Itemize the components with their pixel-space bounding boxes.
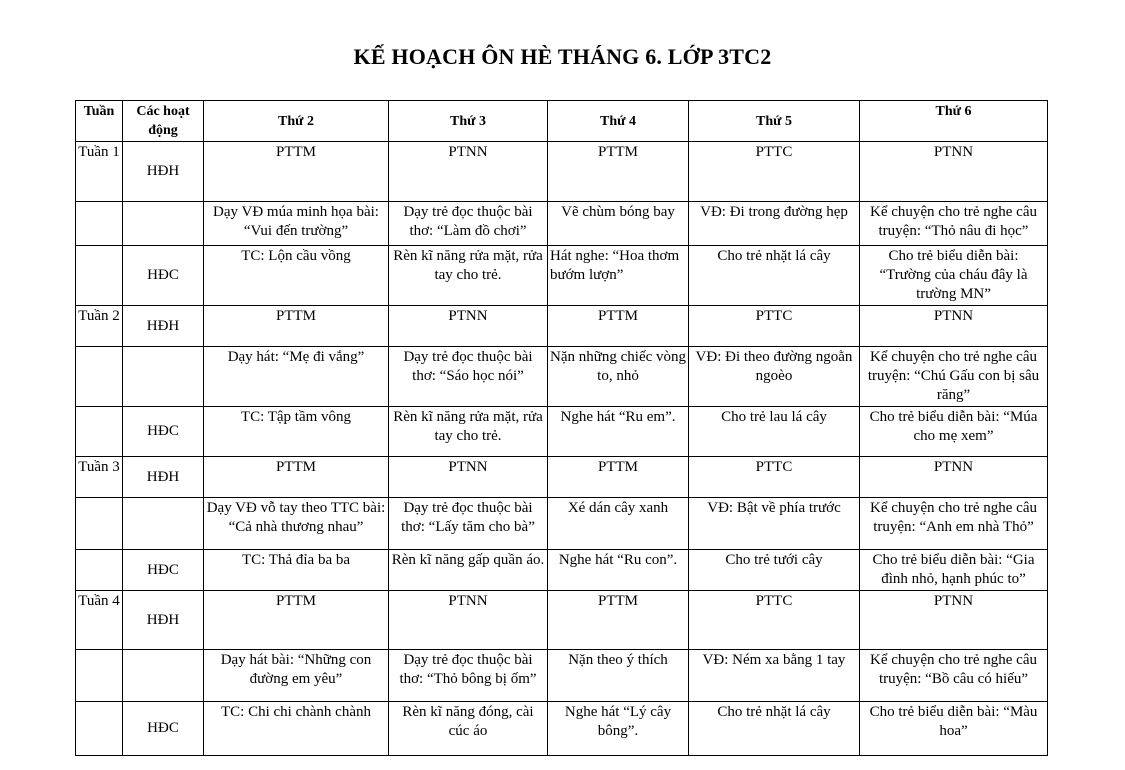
empty-cell — [76, 407, 123, 457]
week-label: Tuần 1 — [76, 142, 123, 202]
activity-label: HĐH — [123, 142, 204, 202]
lesson-cell: Dạy trẻ đọc thuộc bài thơ: “Làm đồ chơi” — [389, 202, 548, 246]
subject-cell: PTTM — [204, 591, 389, 650]
subject-cell: PTTM — [548, 591, 689, 650]
schedule-table — [75, 100, 1048, 756]
header-day: Thứ 4 — [548, 101, 689, 142]
empty-cell — [76, 347, 123, 407]
lesson-cell: Kể chuyện cho trẻ nghe câu truyện: “Bồ câu có hiếu” — [860, 650, 1048, 702]
hdc-cell: TC: Chi chi chành chành — [204, 702, 389, 756]
empty-cell — [76, 702, 123, 756]
hdc-cell: Rèn kĩ năng đóng, cài cúc áo — [389, 702, 548, 756]
hdc-row — [76, 702, 1048, 756]
subject-cell: PTTC — [689, 591, 860, 650]
hdc-cell: Rèn kĩ năng rửa mặt, rửa tay cho trẻ. — [389, 407, 548, 457]
activity-label: HĐH — [123, 591, 204, 650]
hdc-row — [76, 246, 1048, 306]
hdc-cell: TC: Thả đỉa ba ba — [204, 550, 389, 591]
week-label: Tuần 3 — [76, 457, 123, 498]
header-week: Tuần — [76, 101, 123, 142]
empty-cell — [76, 202, 123, 246]
lesson-cell: VĐ: Đi trong đường hẹp — [689, 202, 860, 246]
subject-cell: PTNN — [860, 457, 1048, 498]
subject-row — [76, 457, 1048, 498]
lesson-cell: Nặn theo ý thích — [548, 650, 689, 702]
hdc-cell: Nghe hát “Ru con”. — [548, 550, 689, 591]
subject-cell: PTNN — [389, 457, 548, 498]
activity-label: HĐC — [123, 407, 204, 457]
subject-cell: PTNN — [860, 591, 1048, 650]
hdc-cell: TC: Lộn cầu vồng — [204, 246, 389, 306]
subject-cell: PTTM — [548, 142, 689, 202]
subject-row — [76, 142, 1048, 202]
hdc-cell: Hát nghe: “Hoa thơm bướm lượn” — [548, 246, 689, 306]
subject-cell: PTTC — [689, 142, 860, 202]
empty-cell — [76, 498, 123, 550]
hdc-cell: Cho trẻ tưới cây — [689, 550, 860, 591]
empty-cell — [123, 347, 204, 407]
hdc-cell: Cho trẻ nhặt lá cây — [689, 246, 860, 306]
lesson-row — [76, 347, 1048, 407]
empty-cell — [123, 498, 204, 550]
activity-label: HĐH — [123, 457, 204, 498]
subject-cell: PTTM — [204, 142, 389, 202]
lesson-row — [76, 498, 1048, 550]
hdc-cell: Cho trẻ biểu diễn bài: “Màu hoa” — [860, 702, 1048, 756]
lesson-cell: Dạy trẻ đọc thuộc bài thơ: “Sáo học nói” — [389, 347, 548, 407]
activity-label: HĐH — [123, 306, 204, 347]
subject-cell: PTNN — [389, 142, 548, 202]
lesson-cell: Dạy hát: “Mẹ đi vắng” — [204, 347, 389, 407]
empty-cell — [76, 550, 123, 591]
lesson-cell: Vẽ chùm bóng bay — [548, 202, 689, 246]
hdc-cell: Cho trẻ biểu diễn bài: “Gia đình nhỏ, hạnh phúc to” — [860, 550, 1048, 591]
week-label: Tuần 2 — [76, 306, 123, 347]
lesson-cell: VĐ: Ném xa bằng 1 tay — [689, 650, 860, 702]
subject-cell: PTTM — [204, 306, 389, 347]
lesson-cell: Kể chuyện cho trẻ nghe câu truyện: “Anh em nhà Thỏ” — [860, 498, 1048, 550]
hdc-cell: Cho trẻ lau lá cây — [689, 407, 860, 457]
lesson-cell: Nặn những chiếc vòng to, nhỏ — [548, 347, 689, 407]
lesson-cell: Xé dán cây xanh — [548, 498, 689, 550]
hdc-cell: Cho trẻ biểu diễn bài: “Múa cho mẹ xem” — [860, 407, 1048, 457]
header-day: Thứ 3 — [389, 101, 548, 142]
hdc-cell: Cho trẻ biểu diễn bài: “Trường của cháu đây là trường MN” — [860, 246, 1048, 306]
empty-cell — [76, 650, 123, 702]
header-day: Thứ 2 — [204, 101, 389, 142]
header-day: Thứ 5 — [689, 101, 860, 142]
subject-row — [76, 306, 1048, 347]
subject-cell: PTTM — [548, 306, 689, 347]
lesson-cell: Dạy trẻ đọc thuộc bài thơ: “Thỏ bông bị ốm” — [389, 650, 548, 702]
subject-cell: PTTM — [204, 457, 389, 498]
subject-cell: PTTC — [689, 457, 860, 498]
header-activity: Các hoạt động — [123, 101, 204, 142]
lesson-cell: Dạy hát bài: “Những con đường em yêu” — [204, 650, 389, 702]
lesson-cell: VĐ: Đi theo đường ngoằn ngoèo — [689, 347, 860, 407]
activity-label: HĐC — [123, 702, 204, 756]
lesson-row — [76, 650, 1048, 702]
header-day: Thứ 6 — [860, 101, 1048, 142]
subject-cell: PTNN — [860, 306, 1048, 347]
subject-cell: PTTM — [548, 457, 689, 498]
lesson-cell: Dạy VĐ vỗ tay theo TTC bài: “Cả nhà thương nhau” — [204, 498, 389, 550]
subject-row — [76, 591, 1048, 650]
subject-cell: PTNN — [860, 142, 1048, 202]
empty-cell — [76, 246, 123, 306]
activity-label: HĐC — [123, 550, 204, 591]
hdc-cell: Rèn kĩ năng rửa mặt, rửa tay cho trẻ. — [389, 246, 548, 306]
hdc-cell: Nghe hát “Ru em”. — [548, 407, 689, 457]
hdc-cell: TC: Tập tầm vông — [204, 407, 389, 457]
lesson-row — [76, 202, 1048, 246]
empty-cell — [123, 202, 204, 246]
lesson-cell: Dạy VĐ múa minh họa bài: “Vui đến trường” — [204, 202, 389, 246]
week-label: Tuần 4 — [76, 591, 123, 650]
hdc-cell: Nghe hát “Lý cây bông”. — [548, 702, 689, 756]
subject-cell: PTNN — [389, 306, 548, 347]
page-title: KẾ HOẠCH ÔN HÈ THÁNG 6. LỚP 3TC2 — [353, 44, 772, 69]
empty-cell — [123, 650, 204, 702]
hdc-row — [76, 550, 1048, 591]
lesson-cell: Dạy trẻ đọc thuộc bài thơ: “Lấy tăm cho bà” — [389, 498, 548, 550]
hdc-row — [76, 407, 1048, 457]
subject-cell: PTNN — [389, 591, 548, 650]
hdc-cell: Cho trẻ nhặt lá cây — [689, 702, 860, 756]
header-row — [76, 101, 1048, 142]
lesson-cell: VĐ: Bật về phía trước — [689, 498, 860, 550]
subject-cell: PTTC — [689, 306, 860, 347]
lesson-cell: Kể chuyện cho trẻ nghe câu truyện: “Thỏ nâu đi học” — [860, 202, 1048, 246]
lesson-cell: Kể chuyện cho trẻ nghe câu truyện: “Chú Gấu con bị sâu răng” — [860, 347, 1048, 407]
hdc-cell: Rèn kĩ năng gấp quần áo. — [389, 550, 548, 591]
activity-label: HĐC — [123, 246, 204, 306]
